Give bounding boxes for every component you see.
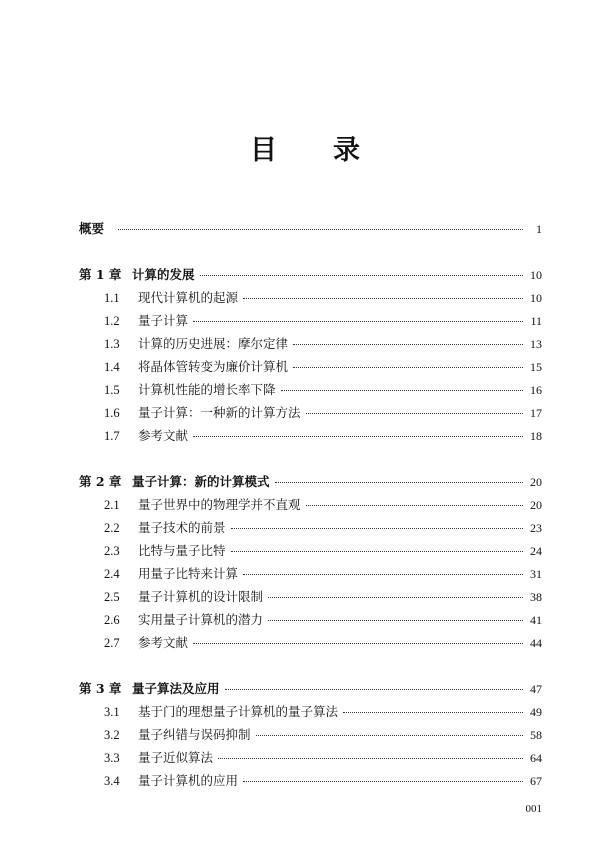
section-number: 3.3 <box>104 751 120 765</box>
page-number: 24 <box>530 544 542 558</box>
dot-leader <box>200 275 523 276</box>
page-number: 1 <box>536 222 542 236</box>
dot-leader <box>225 689 523 690</box>
section-number: 1.7 <box>104 429 120 443</box>
page-number: 10 <box>530 291 542 305</box>
section-number: 1.2 <box>104 314 120 328</box>
entry-title: 量子世界中的物理学并不直观 <box>138 497 301 512</box>
dot-leader <box>243 298 523 299</box>
dot-leader <box>218 758 523 759</box>
section-number: 1.5 <box>104 383 120 397</box>
page-number: 64 <box>530 751 542 765</box>
section-number: 1.3 <box>104 337 120 351</box>
dot-leader <box>343 712 523 713</box>
dot-leader <box>306 505 523 506</box>
toc-entry-section[interactable] <box>104 749 542 767</box>
section-number: 1.1 <box>104 291 120 305</box>
section-number: 3.4 <box>104 774 120 788</box>
page-number: 17 <box>530 406 542 420</box>
entry-title: 量子计算：一种新的计算方法 <box>138 405 301 420</box>
toc-entry-section[interactable] <box>104 772 542 790</box>
footer-page-number: 001 <box>525 803 542 815</box>
entry-title: 参考文献 <box>138 428 189 443</box>
dot-leader <box>118 229 523 230</box>
dot-leader <box>293 367 523 368</box>
entry-title: 量子计算机的应用 <box>138 773 239 788</box>
toc-entry-section[interactable] <box>104 588 542 606</box>
page-number: 47 <box>530 682 542 696</box>
section-number: 2.1 <box>104 498 120 512</box>
section-number: 1.4 <box>104 360 120 374</box>
dot-leader <box>243 574 523 575</box>
section-number: 2.2 <box>104 521 120 535</box>
page-number: 44 <box>530 636 542 650</box>
entry-label: 概要 <box>79 221 105 236</box>
page-number: 20 <box>530 475 542 489</box>
toc-entry-section[interactable] <box>104 312 542 330</box>
toc-entry-section[interactable] <box>104 519 542 537</box>
page-number: 18 <box>530 429 542 443</box>
page-number: 49 <box>530 705 542 719</box>
dot-leader <box>268 620 523 621</box>
toc-entry-section[interactable] <box>104 335 542 353</box>
dot-leader <box>243 781 523 782</box>
entry-title: 将晶体管转变为廉价计算机 <box>138 359 289 374</box>
chapter-number: 第 2 章 <box>79 474 122 489</box>
toc-entry-section[interactable] <box>104 289 542 307</box>
entry-title: 比特与量子比特 <box>138 543 226 558</box>
chapter-number: 第 3 章 <box>79 681 122 696</box>
toc-entry-section[interactable] <box>104 427 542 445</box>
toc-entry-section[interactable] <box>104 565 542 583</box>
section-number: 2.7 <box>104 636 120 650</box>
entry-title: 参考文献 <box>138 635 189 650</box>
entry-title: 基于门的理想量子计算机的量子算法 <box>138 704 339 719</box>
page-number: 67 <box>530 774 542 788</box>
section-number: 2.6 <box>104 613 120 627</box>
toc-entry-section[interactable] <box>104 496 542 514</box>
entry-title: 量子技术的前景 <box>138 520 226 535</box>
section-number: 2.4 <box>104 567 120 581</box>
entry-title: 现代计算机的起源 <box>138 290 239 305</box>
page-number: 13 <box>530 337 542 351</box>
page-number: 15 <box>530 360 542 374</box>
dot-leader <box>193 643 523 644</box>
toc-entry-summary[interactable] <box>79 220 542 238</box>
dot-leader <box>231 528 523 529</box>
toc-entry-section[interactable] <box>104 381 542 399</box>
toc-entry-chapter-1[interactable] <box>79 266 542 284</box>
section-number: 3.2 <box>104 728 120 742</box>
dot-leader <box>306 413 523 414</box>
toc-entry-section[interactable] <box>104 611 542 629</box>
page-number: 23 <box>530 521 542 535</box>
section-number: 1.6 <box>104 406 120 420</box>
toc-entry-section[interactable] <box>104 542 542 560</box>
entry-title: 用量子比特来计算 <box>138 566 239 581</box>
toc-entry-section[interactable] <box>104 703 542 721</box>
entry-title: 量子计算 <box>138 313 189 328</box>
page-number: 58 <box>530 728 542 742</box>
dot-leader <box>256 735 523 736</box>
page-number: 11 <box>530 314 542 328</box>
dot-leader <box>193 321 523 322</box>
entry-title: 量子近似算法 <box>138 750 214 765</box>
entry-title: 量子纠错与误码抑制 <box>138 727 251 742</box>
section-number: 2.3 <box>104 544 120 558</box>
toc-entry-section[interactable] <box>104 634 542 652</box>
section-number: 3.1 <box>104 705 120 719</box>
page-number: 10 <box>530 268 542 282</box>
page-number: 20 <box>530 498 542 512</box>
entry-title: 计算的历史进展：摩尔定律 <box>138 336 289 351</box>
dot-leader <box>293 344 523 345</box>
dot-leader <box>231 551 523 552</box>
toc-entry-section[interactable] <box>104 726 542 744</box>
page-number: 38 <box>530 590 542 604</box>
toc-entry-section[interactable] <box>104 358 542 376</box>
chapter-number: 第 1 章 <box>79 267 122 282</box>
page-title: 目录 <box>250 135 416 166</box>
dot-leader <box>193 436 523 437</box>
toc-entry-section[interactable] <box>104 404 542 422</box>
dot-leader <box>275 482 523 483</box>
entry-title: 量子计算：新的计算模式 <box>132 474 270 489</box>
toc-entry-chapter-3[interactable] <box>79 680 542 698</box>
entry-title: 计算机性能的增长率下降 <box>138 382 276 397</box>
entry-title: 计算的发展 <box>132 267 195 282</box>
section-number: 2.5 <box>104 590 120 604</box>
page-number: 16 <box>530 383 542 397</box>
entry-title: 量子计算机的设计限制 <box>138 589 264 604</box>
dot-leader <box>281 390 523 391</box>
dot-leader <box>268 597 523 598</box>
entry-title: 量子算法及应用 <box>132 681 220 696</box>
entry-title: 实用量子计算机的潜力 <box>138 612 264 627</box>
toc-entry-chapter-2[interactable] <box>79 473 542 491</box>
page-number: 41 <box>530 613 542 627</box>
page-number: 31 <box>530 567 542 581</box>
